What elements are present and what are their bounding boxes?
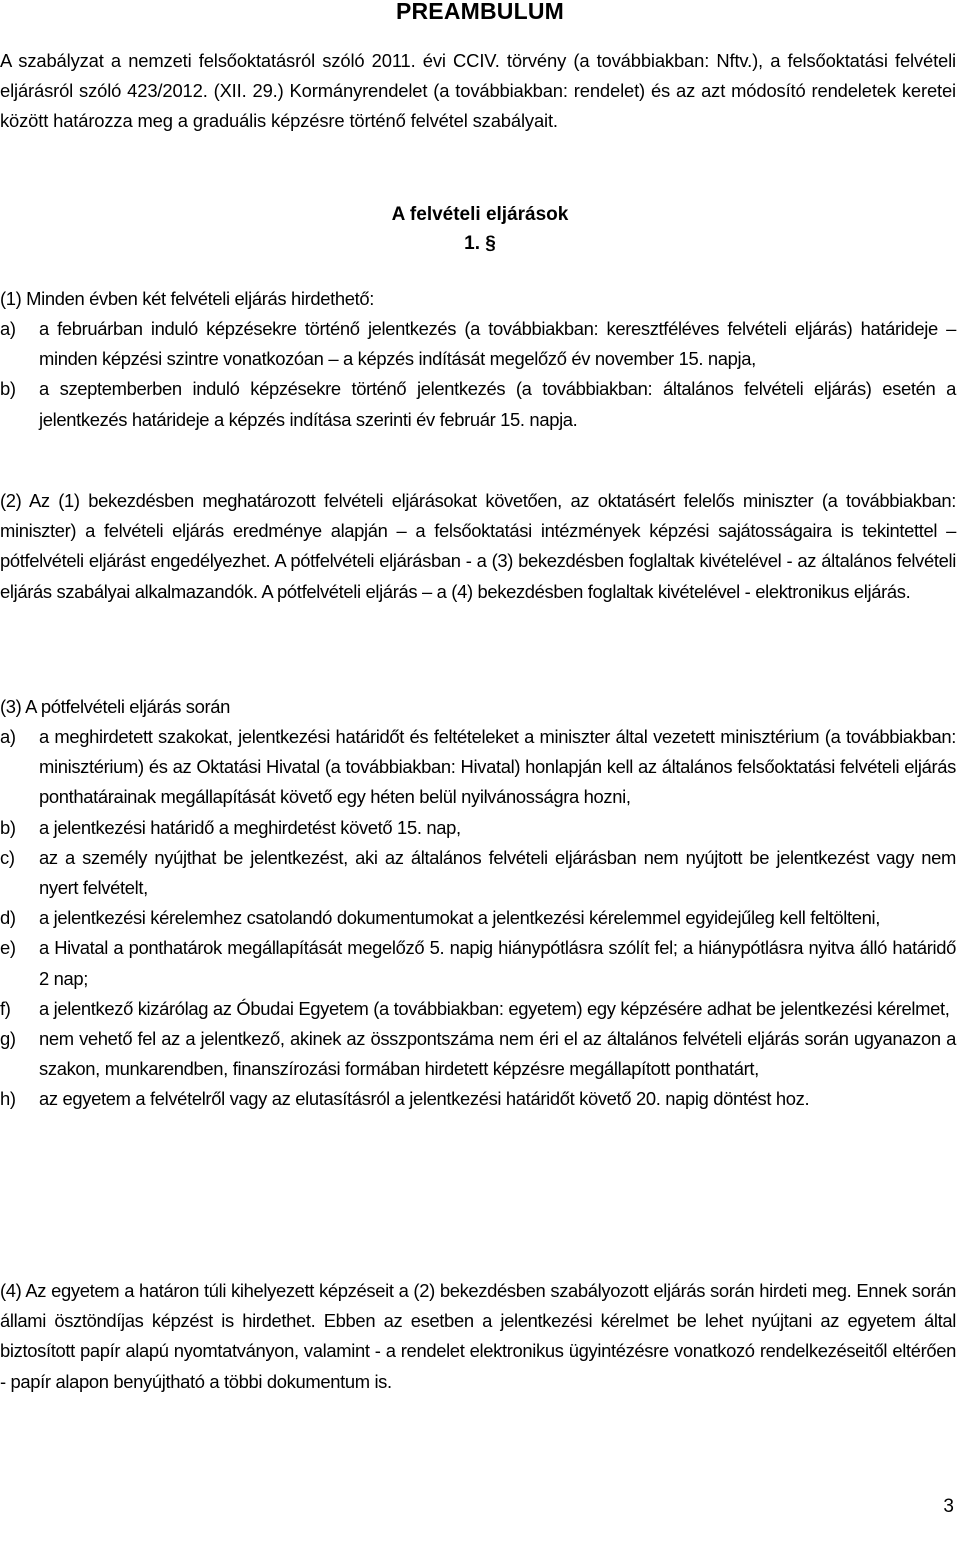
paragraph-1-list: [0, 314, 956, 435]
list-item-marker: h): [0, 1088, 16, 1110]
list-item-marker: d): [0, 907, 16, 929]
list-item: [0, 843, 956, 903]
list-item-marker: c): [0, 846, 15, 868]
list-item: [0, 314, 956, 374]
list-item-marker: a): [0, 726, 16, 747]
preamble-paragraph: A szabályzat a nemzeti felsőoktatásról szóló 2011. évi CCIV. törvény (a továbbiakban: Nftv.), a felsőoktatási felvételi eljárásról szóló 423/2012. (XII. 29.) Kormányrendelet (a továbbiakban: rendelet) és az azt módosító rendeletek keretei között határozza meg a graduális képzésre történő felvétel szabályait.: [0, 50, 956, 132]
section-title-text: A felvételi eljárások: [391, 204, 569, 225]
paragraph-4: (4) Az egyetem a határon túli kihelyezett képzéseit a (2) bekezdésben szabályozott eljárás során hirdeti meg. Ennek során állami ösztöndíjas képzést is hirdethet. Ebben az esetben a jelentkezési kérelmet be lehet nyújtani az egyetem által biztosított papír alapú nyomtatványon, valamint - a rendelet elektronikus ügyintézésre vonatkozó rendelkezéseitől eltérően - papír alapon benyújtható a többi dokumentum is.: [0, 1280, 956, 1392]
list-item: [0, 994, 956, 1024]
list-item-text: az egyetem a felvételről vagy az elutasításról a jelentkezési határidőt követő 20. napig döntést hoz.: [39, 1088, 810, 1110]
list-item-text: a jelentkezési határidő a meghirdetést követő 15. nap,: [39, 816, 461, 838]
list-item: [0, 1084, 956, 1114]
section-number-text: 1. §: [464, 233, 496, 254]
list-item-marker: b): [0, 378, 16, 400]
list-item-text: a februárban induló képzésekre történő jelentkezés (a továbbiakban: keresztféléves felvételi eljárás) határideje – minden képzési szintre vonatkozóan – a képzés indítását megelőző év november 15. napja,: [39, 318, 956, 370]
section-title: [0, 200, 960, 230]
list-item: [0, 374, 956, 434]
list-item-text: a szeptemberben induló képzésekre történő jelentkezés (a továbbiakban: általános felvételi eljárás) esetén a jelentkezés határideje a képzés indítása szerinti év február 15. napja.: [39, 378, 956, 430]
list-item-marker: f): [0, 997, 11, 1019]
list-item: [0, 933, 956, 993]
list-item-marker: a): [0, 318, 16, 339]
list-item: [0, 1024, 956, 1084]
paragraph-3-list: [0, 722, 956, 1115]
paragraph-1-intro: (1) Minden évben két felvételi eljárás hirdethető:: [0, 288, 375, 309]
section-number: [0, 229, 960, 259]
paragraph-2: (2) Az (1) bekezdésben meghatározott felvételi eljárásokat követően, az oktatásért felelős miniszter (a továbbiakban: miniszter) a felvételi eljárás eredménye alapján – a felsőoktatási intézmények képzési sajátosságaira is tekintettel – pótfelvételi eljárást engedélyezhet. A pótfelvételi eljárásban - a (3) bekezdésben foglaltak kivételével - az általános felvételi eljárás szabályai alkalmazandók. A pótfelvételi eljárás – a (4) bekezdésben foglaltak kivételével - elektronikus eljárás.: [0, 490, 956, 602]
list-item: [0, 903, 956, 933]
list-item: [0, 722, 956, 813]
list-item: [0, 813, 956, 843]
paragraph-3-intro: (3) A pótfelvételi eljárás során: [0, 696, 231, 717]
list-item-marker: b): [0, 816, 16, 838]
list-item-marker: g): [0, 1028, 16, 1050]
list-item-text: az a személy nyújthat be jelentkezést, aki az általános felvételi eljárásban nem nyújtott be jelentkezést vagy nem nyert felvételt,: [39, 846, 956, 899]
list-item-text: a Hivatal a ponthatárok megállapítását megelőző 5. napig hiánypótlásra szólít fel; a hiánypótlásra nyitva álló határidő 2 nap;: [39, 937, 956, 989]
list-item-marker: e): [0, 937, 16, 959]
list-item-text: a jelentkezési kérelemhez csatolandó dokumentumokat a jelentkezési kérelemmel egyidejűleg kell feltölteni,: [39, 907, 881, 929]
document-title: PREAMBULUM: [395, 0, 565, 24]
list-item-text: nem vehető fel az a jelentkező, akinek az összpontszáma nem éri el az általános felvételi eljárás során ugyanazon a szakon, munkarendben, finanszírozási formában hirdetett képzésre megállapított ponthatárt,: [39, 1028, 956, 1080]
list-item-text: a meghirdetett szakokat, jelentkezési határidőt és feltételeket a miniszter által vezetett minisztérium (a továbbiakban: minisztérium) és az Oktatási Hivatal (a továbbiakban: Hivatal) honlapján kell az általános felsőoktatási felvételi eljárás ponthatárainak megállapítását követő egy héten belül nyilvánosságra hozni,: [39, 726, 956, 808]
page-number: 3: [943, 1496, 954, 1517]
list-item-text: a jelentkező kizárólag az Óbudai Egyetem (a továbbiakban: egyetem) egy képzésére adhat be jelentkezési kérelmet,: [39, 997, 950, 1019]
